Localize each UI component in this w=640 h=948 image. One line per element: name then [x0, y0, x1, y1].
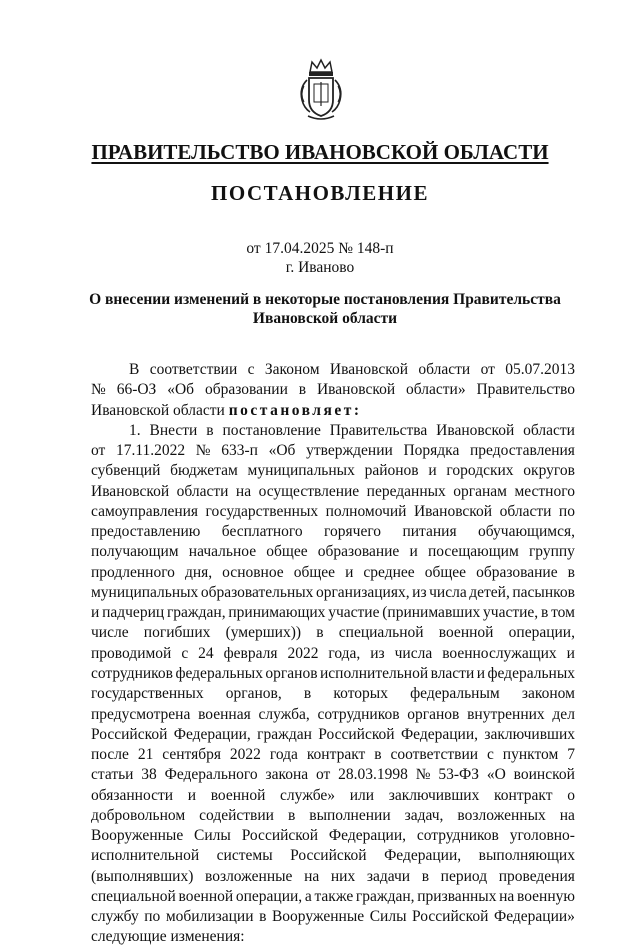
word: сентября [162, 746, 221, 764]
word: в [206, 421, 214, 439]
word: 1. [129, 421, 141, 439]
word: 633-п [221, 442, 258, 460]
word: организациях, [315, 583, 410, 601]
word: 2022 [229, 746, 261, 764]
document-subject [60, 290, 590, 328]
document-body [91, 360, 575, 948]
word: или [349, 786, 375, 804]
word: Российской [318, 725, 395, 743]
word: на [559, 806, 575, 824]
word: Порядка [403, 442, 460, 460]
word: в [316, 624, 324, 642]
word: 53-ФЗ [438, 766, 480, 784]
word: 05.07.2013 [505, 361, 575, 378]
body-line [91, 441, 575, 461]
word: среднее [363, 563, 415, 581]
subject-line: Ивановской области [252, 310, 398, 327]
word: Законом [264, 361, 320, 378]
word: 2022 [287, 644, 319, 662]
word: 21 [137, 746, 154, 764]
word: добровольном [91, 806, 186, 824]
body-line [91, 806, 575, 826]
word: задач, [404, 806, 444, 824]
word: Российской [290, 847, 367, 865]
body-line [91, 623, 575, 643]
word: выполняющих [478, 847, 575, 865]
word: федеральным [410, 685, 500, 703]
word: соответствии [390, 746, 479, 764]
word: 24 [198, 644, 214, 662]
word: них [330, 867, 356, 885]
word: питания [402, 523, 457, 541]
body-line [91, 644, 575, 664]
word: органов [407, 705, 460, 723]
word: муниципальных [247, 462, 355, 480]
word: призванных [417, 887, 497, 905]
word: по [558, 502, 575, 520]
word: Вооруженные [91, 827, 184, 845]
word: службе» [280, 786, 336, 804]
word: года, [328, 644, 361, 662]
word: в [540, 604, 549, 622]
word: военной [210, 786, 266, 804]
word: мобилизации [165, 908, 254, 926]
body-line [91, 907, 575, 927]
word: исполнительной [91, 847, 200, 865]
word: о [567, 786, 575, 804]
word: числа [429, 583, 467, 601]
word: «Об [167, 381, 195, 399]
body-line [91, 765, 575, 785]
word: обязанности [91, 786, 174, 804]
word: от [91, 442, 106, 460]
word: начальное [188, 543, 257, 561]
word: военнослужащих [442, 644, 557, 662]
word: и [566, 644, 575, 662]
word: № [415, 766, 431, 784]
word: военной [438, 624, 494, 642]
word: по [144, 908, 161, 926]
body-line [91, 664, 575, 684]
word: содействии [199, 806, 274, 824]
subject-line: О внесении изменений в некоторые постановления Правительства [89, 291, 561, 308]
word: и [476, 664, 486, 682]
word: возложенных [457, 806, 546, 824]
body-line [91, 705, 575, 725]
word: на [304, 867, 320, 885]
body-line [91, 502, 575, 522]
word: с [181, 644, 189, 662]
body-line [91, 522, 575, 542]
word: детей, [469, 583, 510, 601]
word: на [499, 887, 515, 905]
word: образовательных [200, 583, 314, 601]
body-line [91, 867, 575, 887]
word: и [409, 543, 418, 561]
word: 66-ОЗ [116, 381, 157, 399]
body-line [91, 603, 575, 623]
organization-name: ПРАВИТЕЛЬСТВО ИВАНОВСКОЙ ОБЛАСТИ [91, 140, 549, 164]
word: образовании [204, 381, 288, 399]
word: полномочий [325, 502, 407, 520]
word: государственных [91, 685, 204, 703]
word: года [269, 746, 298, 764]
body-line [91, 583, 575, 603]
word: органов, [225, 685, 282, 703]
word: внутренних [467, 705, 545, 723]
word: (умерших)) [225, 624, 302, 642]
word: проводимой [91, 644, 172, 662]
word: области [418, 361, 471, 378]
word: военной [178, 887, 234, 905]
word: пунктом [502, 746, 559, 764]
word: 7 [567, 746, 575, 764]
word: утверждении [306, 442, 393, 460]
word: пасынков [512, 583, 575, 601]
word: а [304, 887, 312, 905]
word: Федерации, [400, 725, 479, 743]
word: Ивановской [436, 421, 515, 439]
word: уголовно- [509, 827, 575, 845]
body-line [91, 786, 575, 806]
word: период [440, 867, 488, 885]
body-text: следующие изменения: [91, 928, 245, 946]
word: Ивановской [329, 361, 409, 378]
word: закона [265, 766, 309, 784]
word: основное [222, 563, 284, 581]
word: Вооруженные [271, 908, 365, 926]
word: (выполнявших) [91, 867, 194, 885]
word: февраля [223, 644, 278, 662]
word: службу [91, 908, 139, 926]
word: операции, [508, 624, 575, 642]
decree-word: постановляет: [228, 401, 362, 419]
word: и [187, 786, 197, 804]
word: в [567, 563, 575, 581]
word: дня, [184, 563, 213, 581]
word: местного [514, 482, 575, 500]
word: Российской [412, 908, 489, 926]
word: соответствии [149, 361, 238, 378]
word: 17.11.2022 [115, 442, 186, 460]
word: сотрудников [91, 664, 173, 682]
word: после [91, 746, 129, 764]
word: округов [523, 462, 575, 480]
word: В [129, 361, 140, 378]
word: от [480, 361, 495, 378]
word: образование [317, 543, 400, 561]
word: числа [394, 644, 433, 662]
word: специальной [91, 887, 176, 905]
word: области [523, 421, 575, 439]
word: области [176, 482, 229, 500]
word: общее [424, 563, 467, 581]
word: посещающим [427, 543, 519, 561]
word: падчериц [102, 604, 165, 622]
word: специальной [338, 624, 424, 642]
word: Внести [149, 421, 198, 439]
body-line [91, 563, 575, 583]
word: числе [91, 624, 129, 642]
word: Федерации, [328, 827, 406, 845]
word: в [287, 806, 296, 824]
word: выполнении [309, 806, 391, 824]
body-line [91, 826, 575, 846]
word: Федерации» [493, 908, 575, 926]
word: Ивановской [413, 502, 493, 520]
word: органам [453, 482, 507, 500]
word: военная [198, 705, 251, 723]
word: обучающимся, [477, 523, 575, 541]
word: горячего [324, 523, 382, 541]
word: власти [430, 664, 475, 682]
word: бесплатного [221, 523, 303, 541]
word: Российской [91, 725, 168, 743]
word: городских [446, 462, 514, 480]
word: 38 [141, 766, 157, 784]
word: проведения [498, 867, 575, 885]
body-line [91, 380, 575, 400]
word: общее [266, 543, 308, 561]
word: районов [364, 462, 419, 480]
word: погибших [143, 624, 211, 642]
word: Ивановской [316, 381, 396, 399]
word: муниципальных [91, 583, 199, 601]
word: в [374, 746, 382, 764]
date-number: от 17.04.2025 № 148-п [246, 240, 394, 257]
body-line [91, 421, 575, 441]
word: и [428, 462, 437, 480]
word: с [247, 361, 255, 378]
coat-of-arms-icon [296, 58, 346, 124]
document-type: ПОСТАНОВЛЕНИЕ [211, 181, 429, 205]
word: «Об [268, 442, 296, 460]
word: и [345, 563, 354, 581]
word: Российской [241, 827, 319, 845]
word: том [551, 604, 575, 622]
word: органов [265, 664, 318, 682]
word: субвенций [91, 462, 161, 480]
word: самоуправления [91, 502, 199, 520]
word: Правительства [329, 421, 428, 439]
word: на [235, 482, 252, 500]
word: Силы [194, 827, 231, 845]
word: также [314, 887, 354, 905]
word: сотрудников [317, 705, 400, 723]
word: Ивановской [91, 482, 170, 500]
word: дел [552, 705, 575, 723]
word: граждан, [166, 604, 226, 622]
word: предусмотрена [91, 705, 191, 723]
body-line [91, 927, 575, 947]
word: законом [521, 685, 575, 703]
word: группу [528, 543, 575, 561]
body-text: Ивановской области [91, 401, 225, 419]
body-line [91, 482, 575, 502]
body-line [91, 745, 575, 765]
word: которых [333, 685, 388, 703]
word: служба, [258, 705, 310, 723]
word: государственных [205, 502, 319, 520]
word: и [91, 604, 100, 622]
word: образование [476, 563, 558, 581]
word: № [91, 381, 106, 399]
word: из [370, 644, 385, 662]
body-line [91, 725, 575, 745]
word: 28.03.1998 [338, 766, 408, 784]
word: военную [517, 887, 575, 905]
word: Силы [369, 908, 407, 926]
word: граждан [257, 725, 312, 743]
word: исполнительной [319, 664, 429, 682]
word: в [259, 908, 267, 926]
word: участие, [483, 604, 539, 622]
word: в [421, 867, 430, 885]
word: Федерального [164, 766, 258, 784]
word: Федерации, [173, 725, 251, 743]
word: возложенные [204, 867, 293, 885]
word: федеральных [175, 664, 263, 682]
word: заключивших [484, 725, 575, 743]
word: предоставления [470, 442, 575, 460]
word: постановление [222, 421, 321, 439]
word: сотрудников [416, 827, 499, 845]
word: принимающих [228, 604, 326, 622]
word: в [303, 685, 312, 703]
body-line [91, 846, 575, 866]
word: в [298, 381, 307, 399]
word: предоставлению [91, 523, 201, 541]
word: области [499, 502, 552, 520]
word: системы [216, 847, 273, 865]
word: Федерации, [384, 847, 462, 865]
word: продленного [91, 563, 175, 581]
word: переданных [366, 482, 446, 500]
word: контракт [306, 746, 366, 764]
word: статьи [91, 766, 134, 784]
body-line [91, 401, 575, 421]
word: федеральных [487, 664, 575, 682]
word: участие [328, 604, 380, 622]
word: из [412, 583, 427, 601]
word: (принимавших [382, 604, 481, 622]
word: контракт [494, 786, 553, 804]
word: заключивших [388, 786, 480, 804]
city: г. Иваново [285, 259, 355, 276]
word: с [486, 746, 494, 764]
word: операции, [235, 887, 303, 905]
body-line [91, 542, 575, 562]
word: воинской [513, 766, 575, 784]
word: бюджетам [170, 462, 238, 480]
body-line [91, 461, 575, 481]
word: от [315, 766, 331, 784]
word: граждан, [355, 887, 415, 905]
word: осуществление [258, 482, 360, 500]
body-line [91, 887, 575, 907]
word: Правительство [476, 381, 575, 399]
word: получающим [91, 543, 179, 561]
word: «О [486, 766, 506, 784]
word: области» [406, 381, 466, 399]
word: задачи [366, 867, 411, 885]
word: № [195, 442, 211, 460]
body-line [91, 360, 575, 380]
body-line [91, 684, 575, 704]
word: общее [293, 563, 336, 581]
